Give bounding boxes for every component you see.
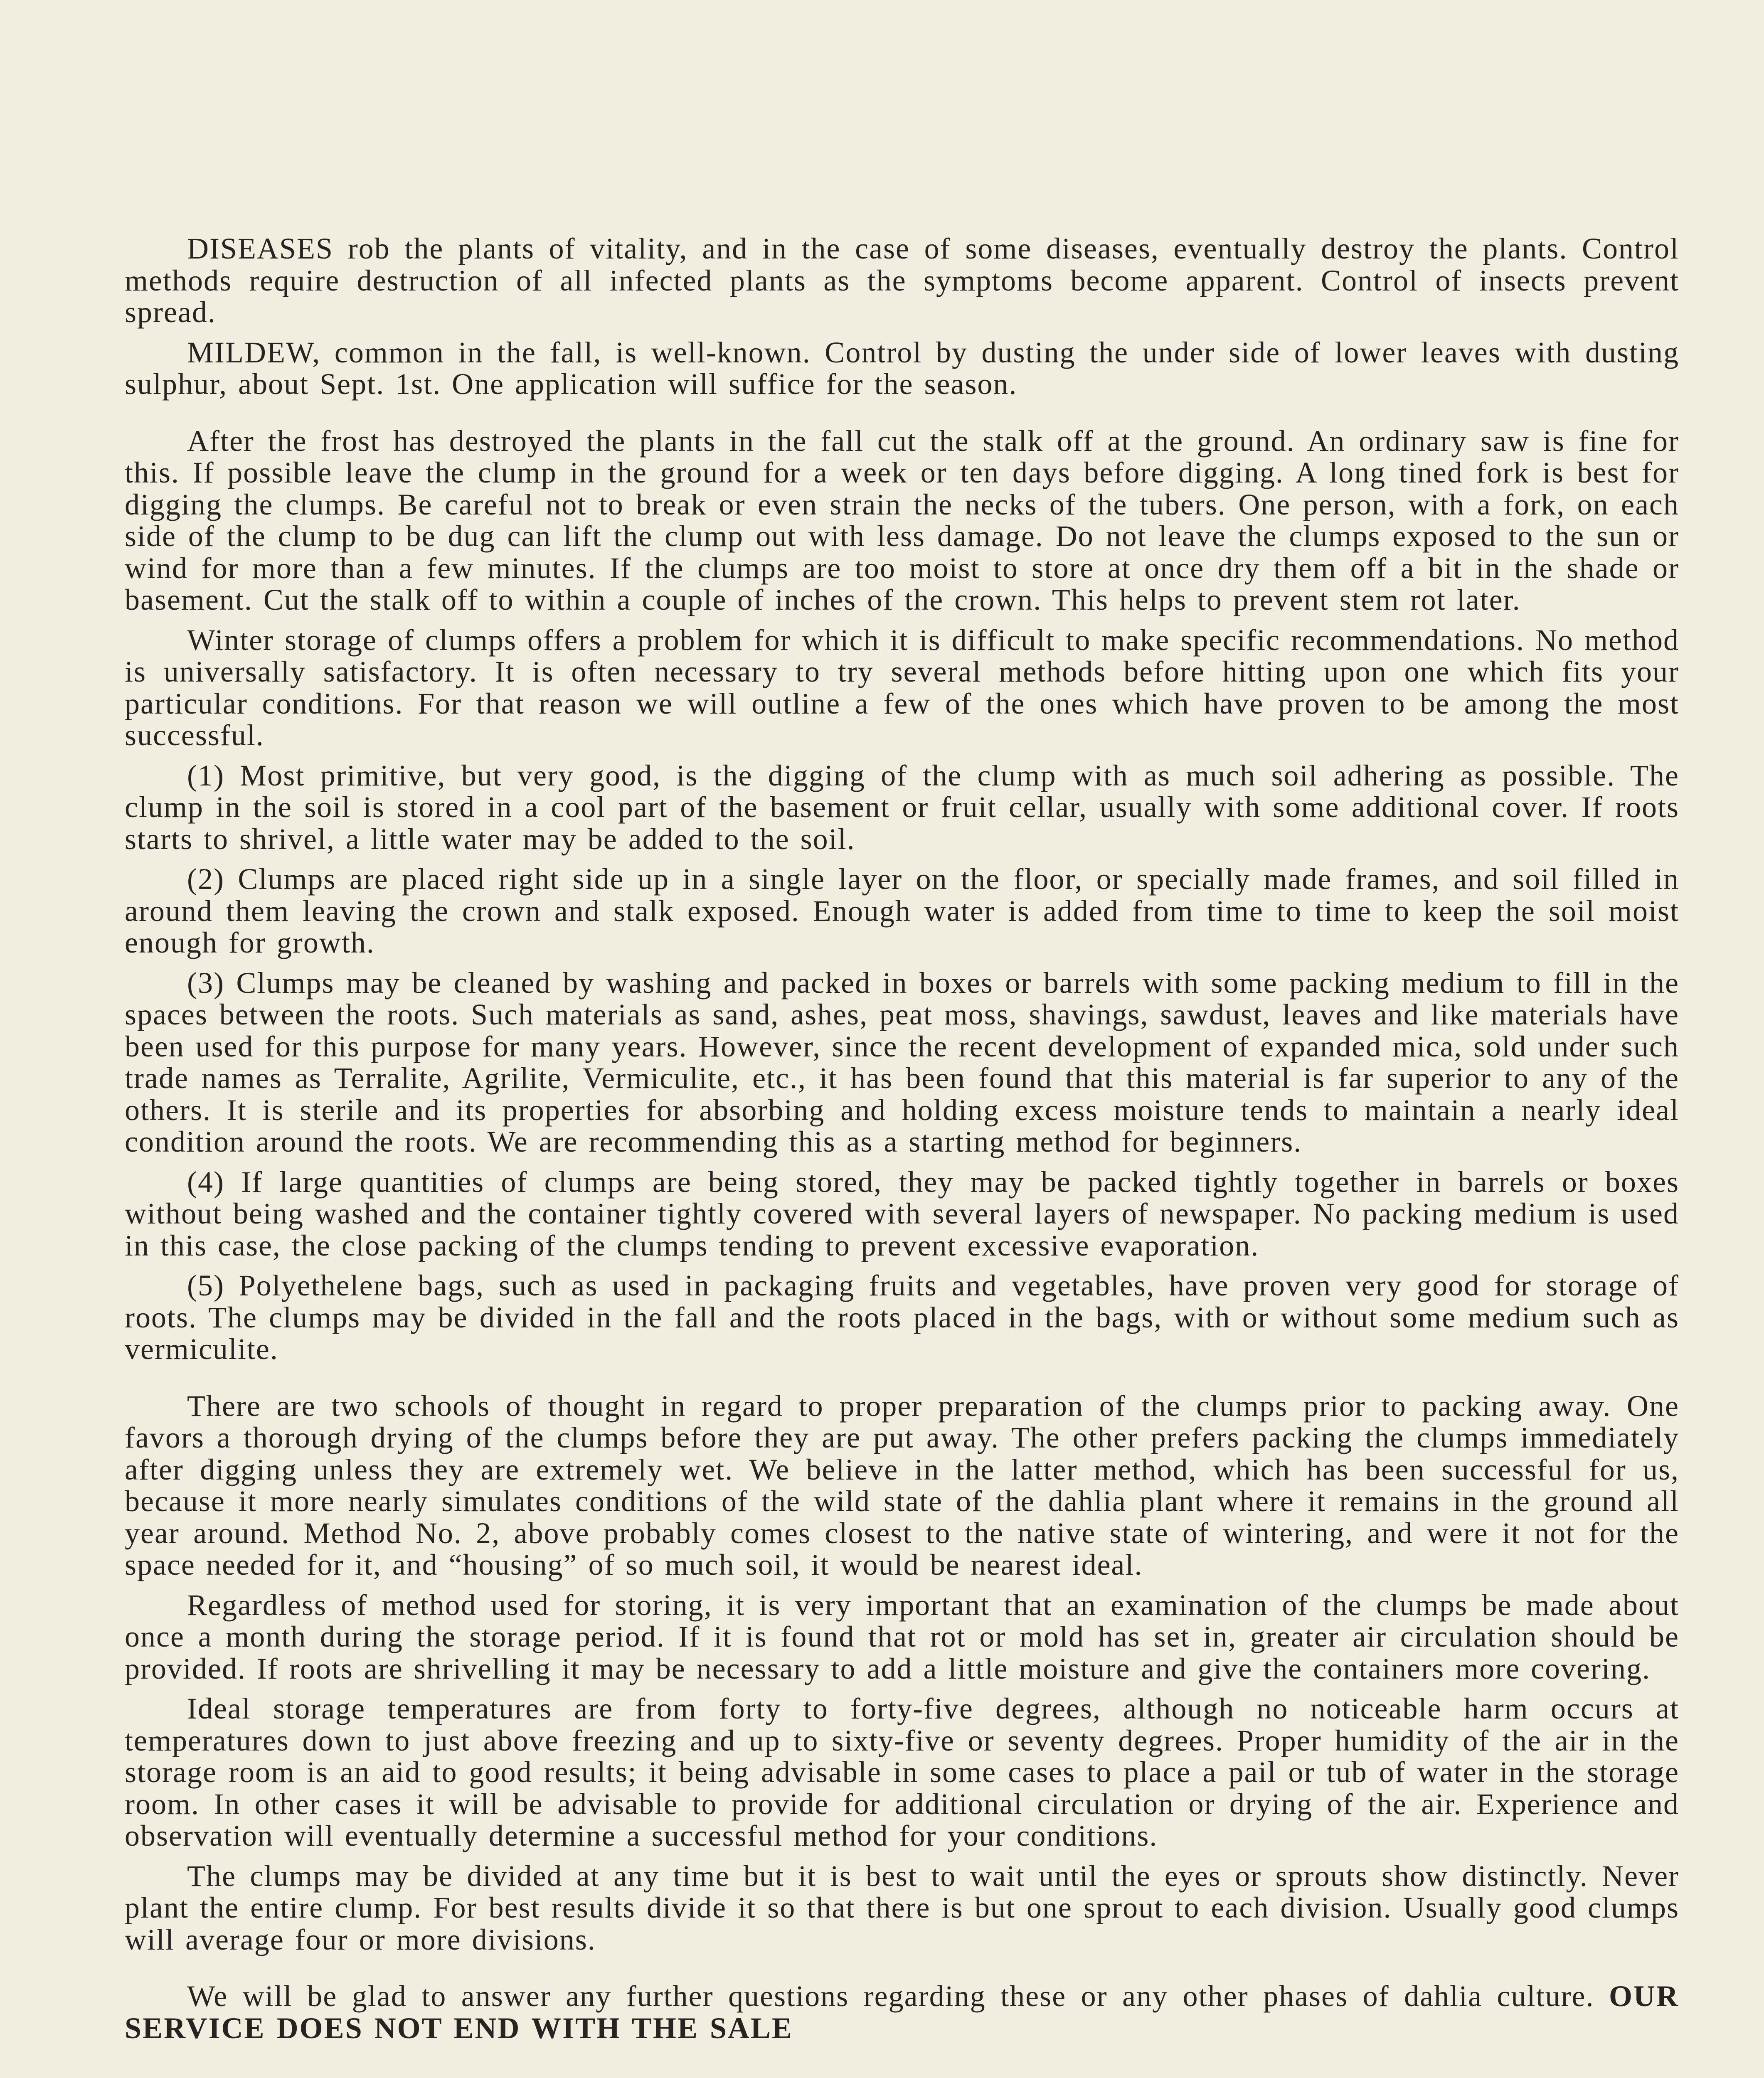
paragraph-method-3: (3) Clumps may be cleaned by washing and packed in boxes or barrels with some packing medium to fill in the spaces between the roots. Such materials as sand, ashes, peat moss, shavings, sawdust, leaves and like materials have been used for this purpose for many years. However, since the recent development of expanded mica, sold under such trade names as Terralite, Agrilite, Vermiculite, etc., it has been found that this material is far superior to any of the others. It is sterile and its properties for absorbing and holding excess moisture tends to maintain a nearly ideal condition around the roots. We are recommending this as a starting method for beginners. [125, 966, 1679, 1158]
paragraph-winter-storage: Winter storage of clumps offers a problem for which it is difficult to make specific recommendations. No method is universally satisfactory. It is often necessary to try several methods before hitting upon one which fits your particular conditions. For that reason we will outline a few of the ones which have proven to be among the most successful. [125, 623, 1679, 752]
paragraph-preparation: There are two schools of thought in regard to proper preparation of the clumps prior to packing away. One favors a thorough drying of the clumps before they are put away. The other prefers packing the clumps immediately after digging unless they are extremely wet. We believe in the latter method, which has been successful for us, because it more nearly simulates conditions of the wild state of the dahlia plant where it remains in the ground all year around. Method No. 2, above probably comes closest to the native state of wintering, and were it not for the space needed for it, and “housing” of so much soil, it would be nearest ideal. [125, 1389, 1679, 1581]
paragraph-mildew: MILDEW, common in the fall, is well-known. Control by dusting the under side of lower leaves with dusting sulphur, about Sept. 1st. One application will suffice for the season. [125, 335, 1679, 401]
closing-paragraph [125, 1980, 1679, 2044]
paragraph-method-5: (5) Polyethelene bags, such as used in packaging fruits and vegetables, have proven very good for storage of roots. The clumps may be divided in the fall and the roots placed in the bags, with or without some medium such as vermiculite. [125, 1269, 1679, 1366]
paragraph-examination: Regardless of method used for storing, it is very important that an examination of the clumps be made about once a month during the storage period. If it is found that rot or mold has set in, greater air circulation should be provided. If roots are shrivelling it may be necessary to add a little moisture and give the containers more covering. [125, 1588, 1679, 1685]
paragraph-method-1: (1) Most primitive, but very good, is the digging of the clump with as much soil adhering as possible. The clump in the soil is stored in a cool part of the basement or fruit cellar, usually with some additional cover. If roots starts to shrivel, a little water may be added to the soil. [125, 758, 1679, 856]
paragraph-dividing: The clumps may be divided at any time but it is best to wait until the eyes or sprouts show distinctly. Never plant the entire clump. For best results divide it so that there is but one sprout to each division. Usually good clumps will average four or more divisions. [125, 1859, 1679, 1956]
paragraph-diseases: DISEASES rob the plants of vitality, and in the case of some diseases, eventually destroy the plants. Control methods require destruction of all infected plants as the symptoms become apparent. Control of insects prevent spread. [125, 232, 1679, 329]
paragraph-method-2: (2) Clumps are placed right side up in a single layer on the floor, or specially made frames, and soil filled in around them leaving the crown and stalk exposed. Enough water is added from time to time to keep the soil moist enough for growth. [125, 862, 1679, 959]
document-page [125, 233, 1679, 2078]
paragraph-temperatures: Ideal storage temperatures are from forty to forty-five degrees, although no noticeable harm occurs at temperatures down to just above freezing and up to sixty-five or seventy degrees. Proper humidity of the air in the storage room is an aid to good results; it being advisable in some cases to place a pail or tub of water in the storage room. In other cases it will be advisable to provide for additional circulation or drying of the air. Experience and observation will eventually determine a successful method for your conditions. [125, 1692, 1679, 1852]
closing-emphasis: OUR SERVICE DOES NOT END WITH THE SALE [125, 1980, 1680, 2045]
closing-text: We will be glad to answer any further questions regarding these or any other phases of dahlia culture. [187, 1980, 1594, 2013]
paragraph-digging: After the frost has destroyed the plants in the fall cut the stalk off at the ground. An ordinary saw is fine for this. If possible leave the clump in the ground for a week or ten days before digging. A long tined fork is best for digging the clumps. Be careful not to break or even strain the necks of the tubers. One person, with a fork, on each side of the clump to be dug can lift the clump out with less damage. Do not leave the clumps exposed to the sun or wind for more than a few minutes. If the clumps are too moist to store at once dry them off a bit in the shade or basement. Cut the stalk off to within a couple of inches of the crown. This helps to prevent stem rot later. [125, 424, 1679, 616]
paragraph-method-4: (4) If large quantities of clumps are being stored, they may be packed tightly together in barrels or boxes without being washed and the container tightly covered with several layers of newspaper. No packing medium is used in this case, the close packing of the clumps tending to prevent excessive evaporation. [125, 1165, 1679, 1262]
